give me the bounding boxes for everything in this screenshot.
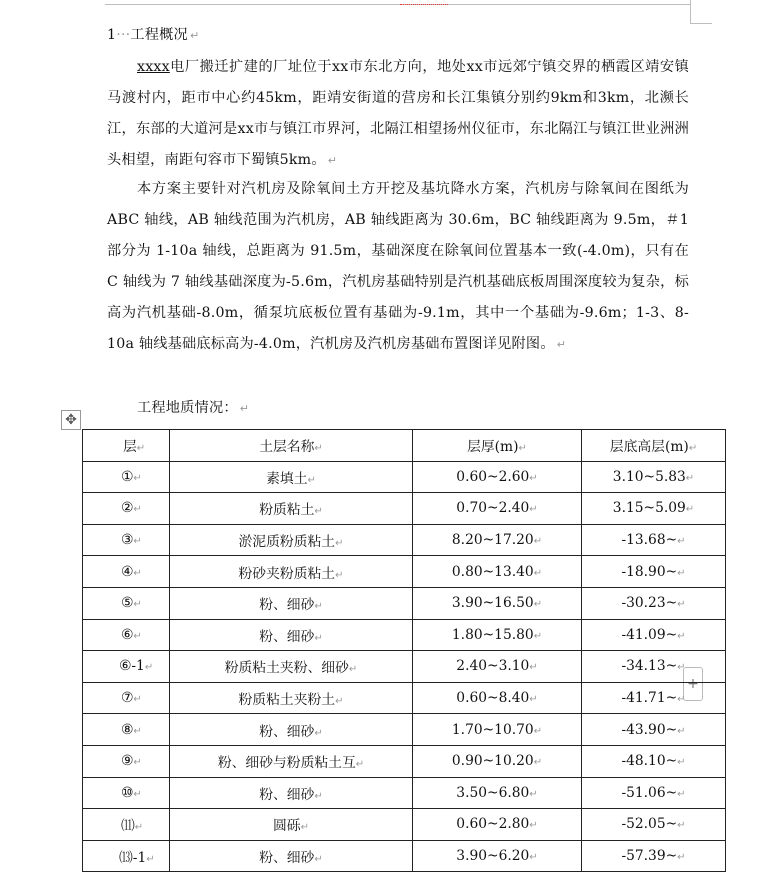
table-row (83, 682, 726, 714)
geology-table (82, 429, 726, 872)
spellcheck-underline (400, 0, 448, 5)
layer-cell[interactable]: ③↵ (83, 524, 170, 556)
header-divider (105, 4, 691, 5)
layer-cell[interactable]: ⑧↵ (83, 714, 170, 746)
thickness-cell[interactable]: 0.60~2.60↵ (413, 461, 582, 493)
bottom-elevation-cell[interactable]: -30.23~↵ (582, 587, 726, 619)
thickness-cell[interactable]: 2.40~3.10↵ (413, 651, 582, 683)
soil-name-cell[interactable]: 粉、细砂↵ (170, 777, 413, 809)
bottom-elevation-cell[interactable]: -18.90~↵ (582, 556, 726, 588)
table-row (83, 461, 726, 493)
table-row (83, 809, 726, 841)
layer-cell[interactable]: ⑤↵ (83, 587, 170, 619)
table-row (83, 587, 726, 619)
bottom-elevation-cell[interactable]: 3.15~5.09↵ (582, 493, 726, 525)
table-row (83, 493, 726, 525)
bottom-elevation-cell[interactable]: -57.39~↵ (582, 840, 726, 872)
bottom-elevation-cell[interactable]: -41.71~↵ (582, 682, 726, 714)
bottom-elevation-cell[interactable]: -51.06~↵ (582, 777, 726, 809)
thickness-cell[interactable]: 0.60~8.40↵ (413, 682, 582, 714)
thickness-cell[interactable]: 0.60~2.80↵ (413, 809, 582, 841)
bottom-elevation-cell[interactable]: -34.13~↵ (582, 651, 726, 683)
thickness-cell[interactable]: 0.90~10.20↵ (413, 745, 582, 777)
paragraph-overview: xxxx电厂搬迁扩建的厂址位于xx市东北方向，地处xx市远郊宁镇交界的栖霞区靖安镇马渡村内，距市中心约45km，距靖安街道的营房和长江集镇分别约9km和3km，北濒长江，东部的大道河是xx市与镇江市界河，北隔江相望扬州仪征市，东北隔江与镇江世业洲洲头相望，南距句容市下蜀镇5km。 ↵ (107, 59, 689, 168)
soil-name-cell[interactable]: 粉、细砂↵ (170, 840, 413, 872)
layer-cell[interactable]: ④↵ (83, 556, 170, 588)
table-row (83, 714, 726, 746)
thickness-cell[interactable]: 3.90~16.50↵ (413, 587, 582, 619)
table-row (83, 556, 726, 588)
table-row (83, 840, 726, 872)
soil-name-cell[interactable]: 圆砾↵ (170, 809, 413, 841)
soil-name-cell[interactable]: 粉质粘土夹粉土↵ (170, 682, 413, 714)
table-row (83, 524, 726, 556)
layer-cell[interactable]: ⑦↵ (83, 682, 170, 714)
thickness-cell[interactable]: 1.80~15.80↵ (413, 619, 582, 651)
soil-name-cell[interactable]: 粉、细砂↵ (170, 619, 413, 651)
table-add-row-plus-icon[interactable]: + (683, 667, 703, 701)
soil-name-cell[interactable]: 粉质粘土夹粉、细砂↵ (170, 651, 413, 683)
bottom-elevation-cell[interactable]: 3.10~5.83↵ (582, 461, 726, 493)
thickness-cell[interactable]: 1.70~10.70↵ (413, 714, 582, 746)
table-row (83, 777, 726, 809)
paragraph-scope: 本方案主要针对汽机房及除氧间土方开挖及基坑降水方案，汽机房与除氧间在图纸为 ABC 轴线，AB 轴线范围为汽机房，AB 轴线距离为 30.6m，BC 轴线距离为 9.5m，＃1 部分为 1-10a 轴线，总距离为 91.5m，基础深度在除氧间位置基本一致(-4.0m)，只有在 C 轴线为 7 轴线基础深度为-5.6m，汽机房基础特别是汽机基础底板周围深度较为复杂，标高为汽机基础-8.0m，循泵坑底板位置有基础为-9.1m，其中一个基础为-9.6m；1-3、8-10a 轴线基础底标高为-4.0m，汽机房及汽机房基础布置图详见附图。 ↵ (107, 181, 689, 352)
layer-cell[interactable]: ⑩↵ (83, 777, 170, 809)
bottom-elevation-cell[interactable]: -13.68~↵ (582, 524, 726, 556)
soil-name-cell[interactable]: 粉、细砂与粉质粘土互↵ (170, 745, 413, 777)
section-heading: 1···工程概况 ↵ (107, 27, 200, 43)
table-row (83, 651, 726, 683)
soil-name-cell[interactable]: 素填土↵ (170, 461, 413, 493)
thickness-cell[interactable]: 0.70~2.40↵ (413, 493, 582, 525)
thickness-cell[interactable]: 3.90~6.20↵ (413, 840, 582, 872)
thickness-cell[interactable]: 8.20~17.20↵ (413, 524, 582, 556)
thickness-cell[interactable]: 3.50~6.80↵ (413, 777, 582, 809)
layer-cell[interactable]: ②↵ (83, 493, 170, 525)
table-move-handle-icon[interactable]: ✥ (61, 410, 81, 430)
header-cell[interactable]: 层↵ (83, 430, 170, 462)
table-header-row (83, 430, 726, 462)
bottom-elevation-cell[interactable]: -41.09~↵ (582, 619, 726, 651)
soil-name-cell[interactable]: 粉质粘土↵ (170, 493, 413, 525)
soil-name-cell[interactable]: 粉、细砂↵ (170, 587, 413, 619)
bottom-elevation-cell[interactable]: -43.90~↵ (582, 714, 726, 746)
layer-cell[interactable]: ⑥-1↵ (83, 651, 170, 683)
layer-cell[interactable]: ⑨↵ (83, 745, 170, 777)
header-cell[interactable]: 土层名称↵ (170, 430, 413, 462)
header-cell[interactable]: 层厚(m)↵ (413, 430, 582, 462)
soil-name-cell[interactable]: 粉、细砂↵ (170, 714, 413, 746)
layer-cell[interactable]: ⒀-1↵ (83, 840, 170, 872)
soil-name-cell[interactable]: 淤泥质粉质粘土↵ (170, 524, 413, 556)
bottom-elevation-cell[interactable]: -48.10~↵ (582, 745, 726, 777)
bottom-elevation-cell[interactable]: -52.05~↵ (582, 809, 726, 841)
soil-name-cell[interactable]: 粉砂夹粉质粘土↵ (170, 556, 413, 588)
page-corner-marker-h (690, 23, 712, 24)
table-row (83, 745, 726, 777)
layer-cell[interactable]: ⑥↵ (83, 619, 170, 651)
layer-cell[interactable]: ①↵ (83, 461, 170, 493)
geology-heading: 工程地质情况： ↵ (137, 400, 250, 416)
header-cell[interactable]: 层底高层(m)↵ (582, 430, 726, 462)
page-corner-marker (690, 0, 691, 24)
thickness-cell[interactable]: 0.80~13.40↵ (413, 556, 582, 588)
layer-cell[interactable]: ⑾↵ (83, 809, 170, 841)
table-row (83, 619, 726, 651)
